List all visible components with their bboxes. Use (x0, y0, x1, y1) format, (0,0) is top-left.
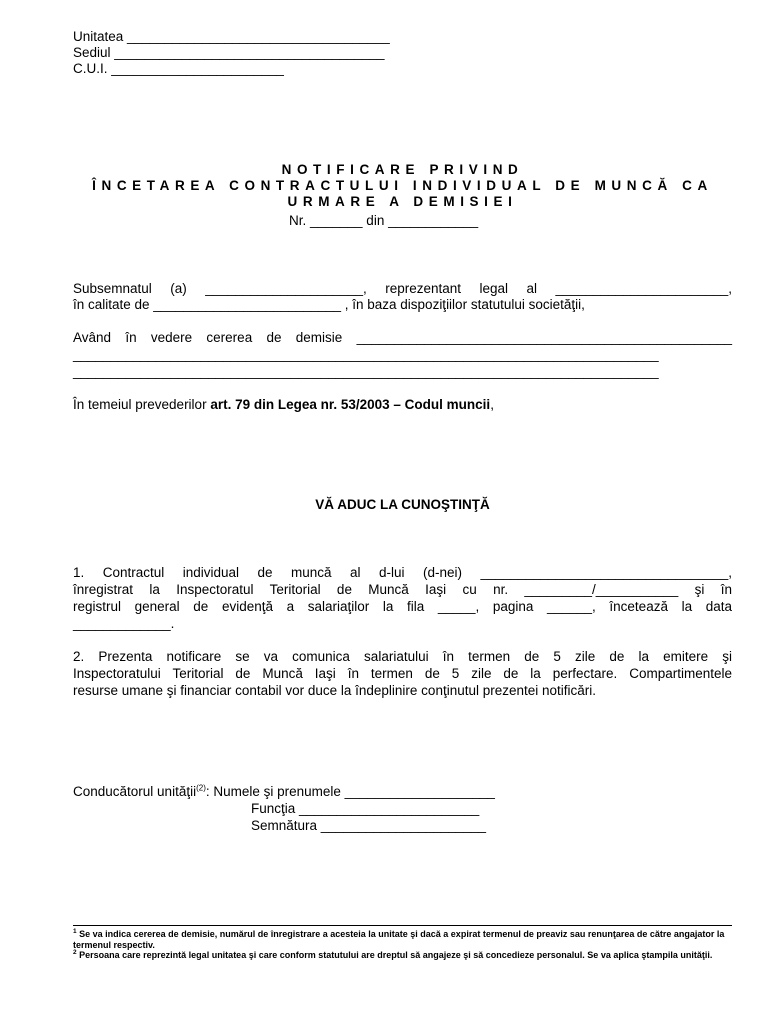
avand-line-1: Având în vedere cererea de demisie __________________________________________________ (73, 330, 732, 345)
title-line-1: NOTIFICARE PRIVIND (281, 162, 524, 177)
subsemnatul-line-2: în calitate de _________________________ , în baza dispoziţiilor statutului societăţii, (73, 297, 585, 312)
semnatura-field: Semnătura ______________________ (251, 818, 486, 833)
cui-line: C.U.I. _______________________ (73, 61, 284, 76)
footnote-2-text: Persoana care reprezintă legal unitatea şi care conform statutului are dreptul să angajeze şi să concedieze personalul. Se va aplica ştampila unităţii. (76, 950, 713, 960)
aduc-heading: VĂ ADUC LA CUNOŞTINŢĂ (315, 497, 490, 512)
footnote-2 (73, 950, 732, 961)
p1-line-2: înregistrat la Inspectoratul Teritorial de Muncă Iaşi cu nr. _________/___________ şi în (73, 582, 732, 597)
temei-law-reference: art. 79 din Legea nr. 53/2003 – Codul muncii (210, 397, 491, 412)
conducator-line (73, 784, 495, 800)
avand-line-2: ______________________________________________________________________________ (73, 347, 659, 362)
p1-line-1: 1. Contractul individual de muncă al d-lui (d-nei) _________________________________, (73, 565, 732, 580)
nr-din-line: Nr. _______ din ____________ (289, 213, 479, 228)
sediul-line: Sediul ____________________________________ (73, 45, 385, 60)
avand-line-3: ______________________________________________________________________________ (73, 364, 659, 379)
footnote-1 (73, 929, 732, 950)
temei-suffix: , (490, 397, 494, 412)
p2-line-1: 2. Prezenta notificare se va comunica salariatului în termen de 5 zile de la emitere şi (73, 649, 732, 664)
subsemnatul-line-1: Subsemnatul (a) _____________________, reprezentant legal al _______________________, (73, 281, 732, 296)
footnote-2-mark: 2 (73, 949, 77, 956)
conducator-colon: : (205, 784, 214, 799)
unitatea-line: Unitatea ___________________________________ (73, 29, 390, 44)
title-line-2: ÎNCETAREA CONTRACTULUI INDIVIDUAL DE MUNCĂ CA (92, 178, 713, 193)
footnote-ref-2: (2) (196, 783, 206, 793)
footnote-1-mark: 1 (73, 928, 77, 935)
p1-line-4: _____________. (73, 616, 175, 631)
title-line-3: URMARE A DEMISIEI (287, 194, 518, 209)
conducator-label: Conducătorul unităţii (73, 784, 197, 799)
p1-line-3: registrul general de evidenţă a salariaţilor la fila _____, pagina ______, încetează la data (73, 599, 732, 614)
temei-line (73, 397, 494, 413)
footnote-separator (73, 925, 732, 926)
functia-field: Funcţia ________________________ (251, 801, 480, 816)
temei-prefix: În temeiul prevederilor (73, 397, 211, 412)
footnote-1-text: Se va indica cererea de demisie, numărul de înregistrare a acesteia la unitate şi dacă a expirat termenul de preaviz sau renunţarea de către angajator la termenul respectiv. (73, 929, 725, 950)
p2-line-2: Inspectoratului Teritorial de Muncă Iaşi în termen de 5 zile de la perfectare. Compartimentele (73, 666, 732, 681)
nume-prenume-field: Numele şi prenumele ____________________ (213, 784, 495, 799)
p2-line-3: resurse umane şi financiar contabil vor duce la îndeplinire conţinutul prezentei notificări. (73, 683, 597, 698)
